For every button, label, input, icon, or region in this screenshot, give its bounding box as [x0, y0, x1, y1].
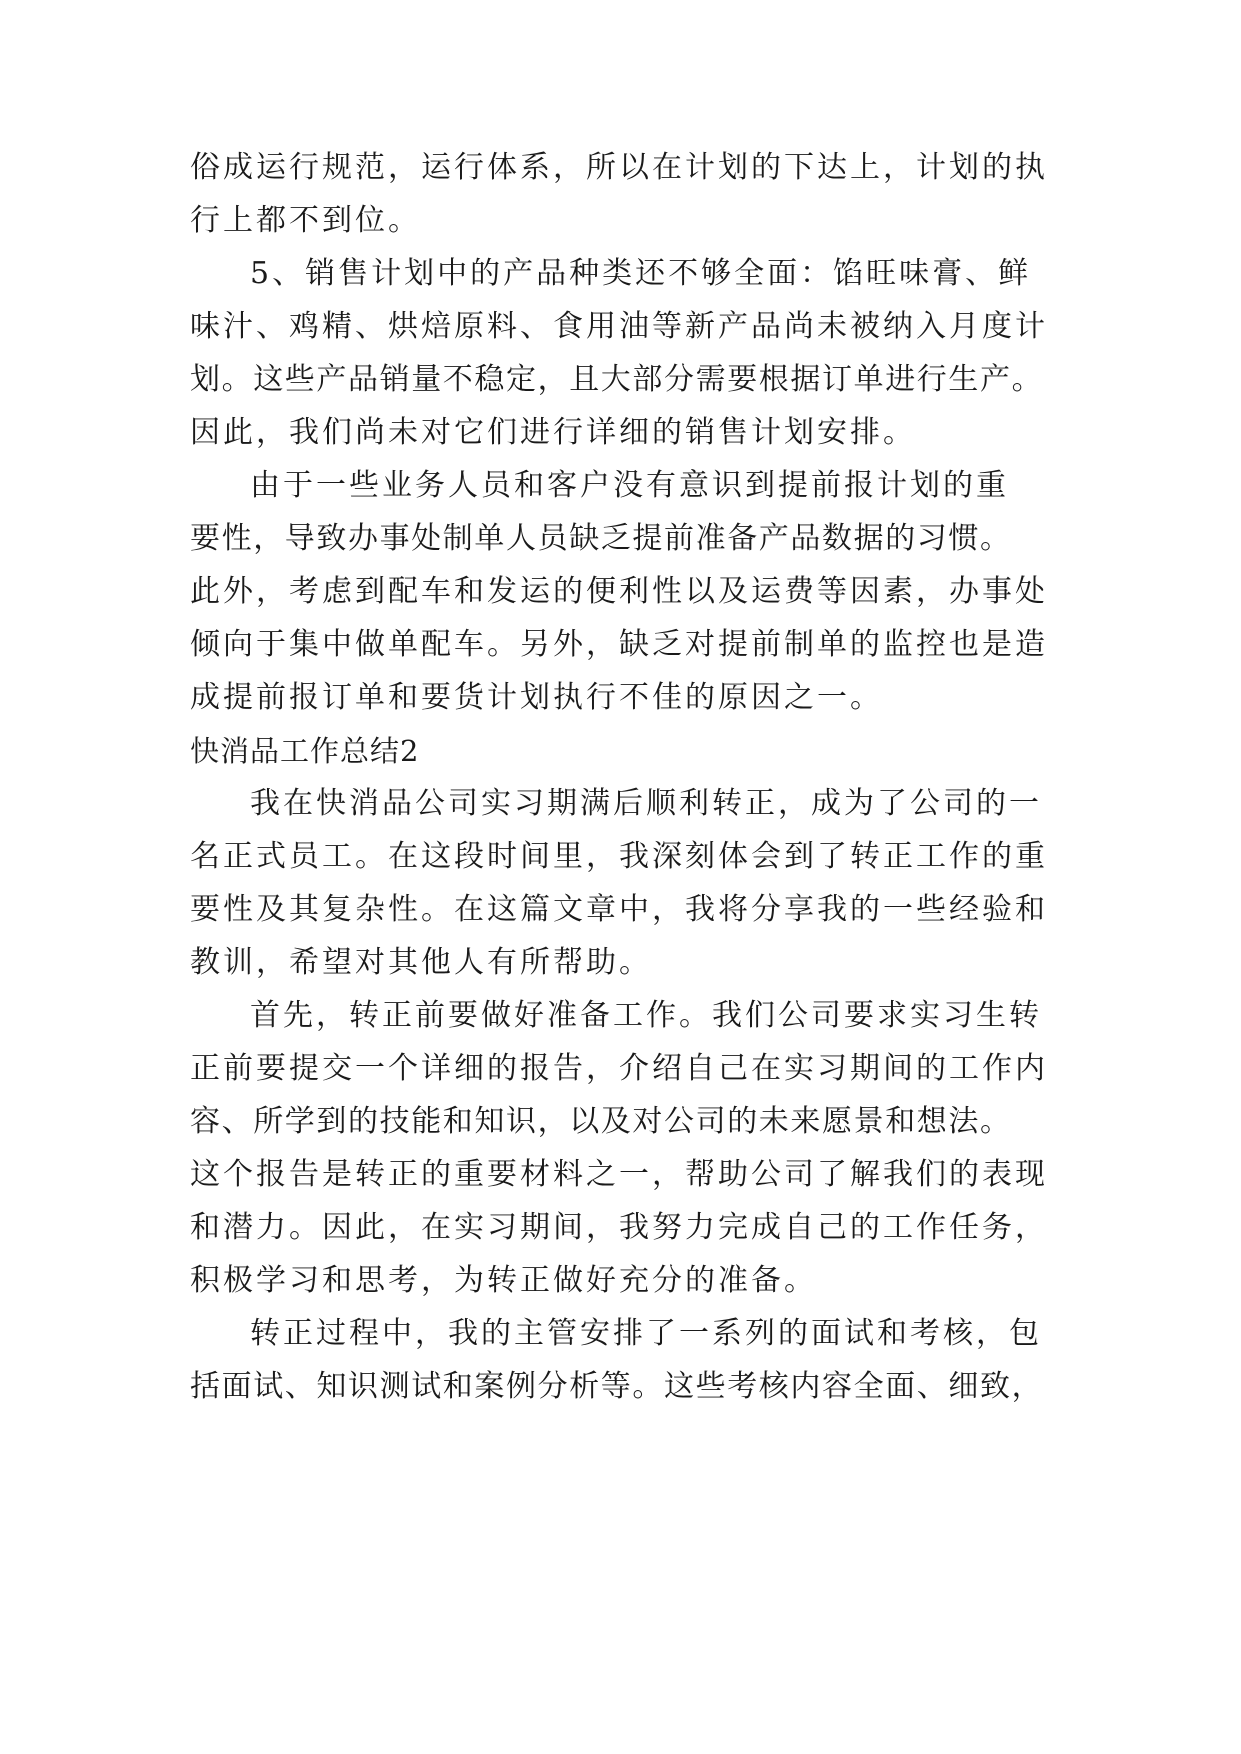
text-line: 容、所学到的技能和知识，以及对公司的未来愿景和想法。 [190, 1104, 1012, 1139]
text-line: 因此，我们尚未对它们进行详细的销售计划安排。 [190, 415, 916, 450]
text-line: 我在快消品公司实习期满后顺利转正，成为了公司的一 [250, 786, 1042, 821]
text-line: 要性，导致办事处制单人员缺乏提前准备产品数据的习惯。 [190, 521, 1012, 556]
section-heading: 快消品工作总结2 [190, 734, 420, 768]
text-line: 行上都不到位。 [190, 203, 421, 238]
text-line: 由于一些业务人员和客户没有意识到提前报计划的重 [250, 468, 1009, 503]
text-line: 味汁、鸡精、烘焙原料、食用油等新产品尚未被纳入月度计 [190, 309, 1048, 344]
text-line: 5、销售计划中的产品种类还不够全面：馅旺味膏、鲜 [250, 256, 1032, 291]
text-line: 俗成运行规范，运行体系，所以在计划的下达上，计划的执 [190, 150, 1048, 185]
text-line: 积极学习和思考，为转正做好充分的准备。 [190, 1263, 817, 1298]
text-line: 这个报告是转正的重要材料之一，帮助公司了解我们的表现 [190, 1157, 1048, 1192]
text-line: 要性及其复杂性。在这篇文章中，我将分享我的一些经验和 [190, 892, 1048, 927]
text-line: 成提前报订单和要货计划执行不佳的原因之一。 [190, 680, 883, 715]
text-line: 和潜力。因此，在实习期间，我努力完成自己的工作任务， [190, 1210, 1048, 1245]
text-line: 正前要提交一个详细的报告，介绍自己在实习期间的工作内 [190, 1051, 1048, 1086]
text-line: 此外，考虑到配车和发运的便利性以及运费等因素，办事处 [190, 574, 1048, 609]
text-line: 转正过程中，我的主管安排了一系列的面试和考核，包 [250, 1316, 1042, 1351]
text-line: 括面试、知识测试和案例分析等。这些考核内容全面、细致， [190, 1369, 1044, 1404]
text-line: 首先，转正前要做好准备工作。我们公司要求实习生转 [250, 998, 1042, 1033]
text-line: 名正式员工。在这段时间里，我深刻体会到了转正工作的重 [190, 839, 1048, 874]
text-line: 教训，希望对其他人有所帮助。 [190, 945, 652, 980]
text-line: 倾向于集中做单配车。另外，缺乏对提前制单的监控也是造 [190, 627, 1048, 662]
text-line: 划。这些产品销量不稳定，且大部分需要根据订单进行生产。 [190, 362, 1044, 397]
